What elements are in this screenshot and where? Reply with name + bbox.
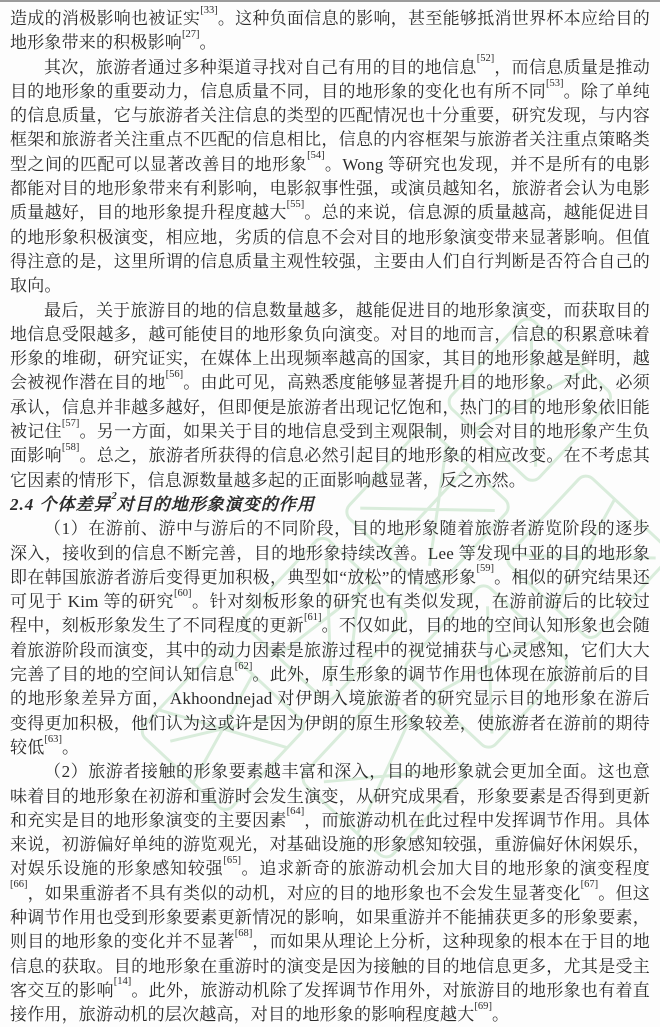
paragraph-information-quantity: 最后，关于旅游目的地的信息数量越多，越能促进目的地形象演变，而获取目的地信息受限越多，越可能使目的地形象负向演变。对目的地而言，信息的积累意味着形象的堆砌，研究证实，在媒体上出现频率越高的国家，其目的地形象越是鲜明，越会被视作潜在目的地[56]。由此可见，高熟悉度能够显著提升目的地形象。对此，必须承认，信息并非越多越好，但即便是旅游者出现记忆饱和，热门的目的地形象依旧能被记住[57]。另一方面，如果关于目的地信息受到主观限制，则会对目的地形象产生负面影响[58]。总之，旅游者所获得的信息必然引起目的地形象的相应改变。在不考虑其它因素的情形下，信息源数量越多起的正面影响越显著，反之亦然。 bbox=[10, 300, 650, 490]
citation-ref: [56] bbox=[165, 369, 184, 381]
citation-ref: [53] bbox=[546, 77, 564, 89]
citation-ref: [66] bbox=[10, 879, 28, 891]
paragraph-travel-stage-evolution: （1）在游前、游中与游后的不同阶段，目的地形象随着旅游者游览阶段的逐步深入，接收到的信息不断完善，目的地形象持续改善。Lee 等发现中亚的目的地形象即在韩国旅游者游后变得更加积极，典型如“放松”的情感形象[59]。相似的研究结果还可见于 Kim 等的研究[60]。针对刻板形象的研究也有类似发现，在游前游后的比较过程中，刻板形象发生了不同程度的更新[61]。不仅如此，目的地的空间认知形象也会随着旅游阶段而演变，其中的动力因素是旅游过程中的视觉捕获与心灵感知，它们大大完善了目的地的空间认知信息[62]。此外，原生形象的调节作用也体现在旅游前后的目的地形象差异方面，Akhoondnejad 对伊朗入境旅游者的研究显示目的地形象在游后变得更加积极，他们认为这或许是因为伊朗的原生形象较差，使旅游者在游前的期待较低[63]。 bbox=[10, 519, 650, 757]
citation-ref: [57] bbox=[61, 417, 80, 429]
citation-ref: [14] bbox=[113, 976, 132, 988]
citation-ref: 2 bbox=[111, 490, 117, 502]
citation-ref: [69] bbox=[474, 1000, 492, 1012]
citation-ref: [60] bbox=[174, 587, 192, 599]
citation-ref: [54] bbox=[307, 150, 325, 162]
citation-ref: [52] bbox=[476, 53, 495, 65]
citation-ref: [55] bbox=[286, 198, 305, 210]
citation-ref: [27] bbox=[182, 28, 200, 40]
citation-ref: [59] bbox=[476, 563, 494, 575]
citation-ref: [64] bbox=[286, 806, 305, 818]
section-heading-2-4: 2.4 个体差异$^2$对目的地形象演变的作用 bbox=[10, 490, 315, 514]
citation-ref: [62] bbox=[234, 660, 253, 672]
paragraph-image-elements-motivation: （2）旅游者接触的形象要素越丰富和深入，目的地形象就会更加全面。这也意味着目的地形象在初游和重游时会发生演变，从研究成果看，形象要素是否得到更新和充实是目的地形象演变的主要因素[64]，而旅游动机在此过程中发挥调节作用。具体来说，初游偏好单纯的游览观光，对基础设施的形象感知较强，重游偏好休闲娱乐，对娱乐设施的形象感知较强[65]。追求新奇的旅游动机会加大目的地形象的演变程度[66]，如果重游者不具有类似的动机，对应的目的地形象也不会发生显著变化[67]。但这种调节作用也受到形象要素更新情况的影响，如果重游并不能捕获更多的形象要素，则目的地形象的变化并不显著[68]，而如果从理论上分析，这种现象的根本在于目的地信息的获取。目的地形象在重游时的演变是因为接触的目的地信息更多，尤其是受主客交互的影响[14]。此外，旅游动机除了发挥调节作用外，对旅游目的地形象也有着直接作用，旅游动机的层次越高，对目的地形象的影响程度越大[69]。 bbox=[10, 762, 651, 1025]
citation-ref: [63] bbox=[44, 733, 62, 745]
citation-ref: [33] bbox=[200, 4, 218, 16]
paragraph-information-quality: 其次，旅游者通过多种渠道寻找对自己有用的目的地信息[52]，而信息质量是推动目的地形象的重要动力，信息质量不同，目的地形象的变化也有所不同[53]。除了单纯的信息质量，它与旅游者关注信息的类型的匹配情况也十分重要，研究发现，与内容框架和旅游者关注重点不匹配的信息相比，信息的内容框架与旅游者关注重点策略类型之间的匹配可以显著改善目的地形象[54]。Wong 等研究也发现，并不是所有的电影都能对目的地形象带来有利影响，电影叙事性强，或演员越知名，旅游者会认为电影质量越好，目的地形象提升程度越大[55]。总的来说，信息源的质量越高，越能促进目的地形象积极演变，相应地，劣质的信息不会对目的地形象演变带来显著影响。但值得注意的是，这里所谓的信息质量主观性较强，主要由人们自行判断是否符合自己的取向。 bbox=[10, 53, 651, 296]
citation-ref: [65] bbox=[223, 855, 241, 866]
citation-ref: [58] bbox=[61, 441, 80, 453]
citation-ref: [67] bbox=[580, 879, 599, 891]
citation-ref: [68] bbox=[234, 927, 253, 939]
citation-ref: [61] bbox=[303, 612, 322, 624]
paragraph-negative-info-effect: 造成的消极影响也被证实[33]。这种负面信息的影响，甚至能够抵消世界杯本应给目的地形象带来的积极影响[27]。 bbox=[10, 4, 651, 53]
